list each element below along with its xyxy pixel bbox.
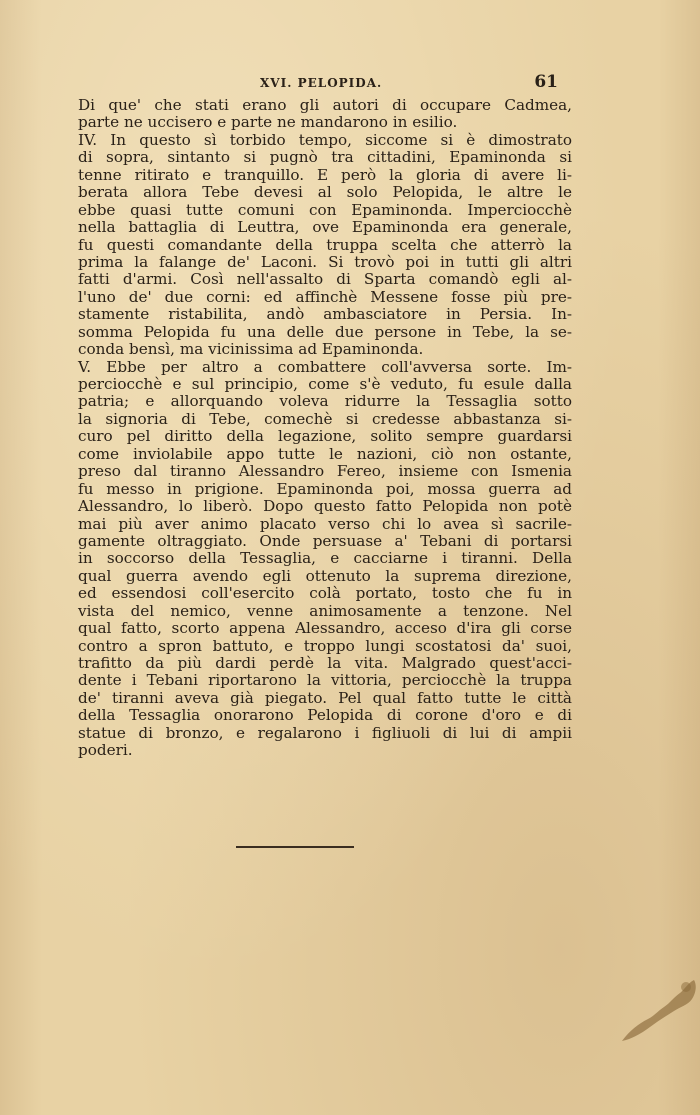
- text-line: tenne ritirato e tranquillo. E però la gloria di avere li-: [78, 165, 572, 184]
- text-line: Alessandro, lo liberò. Dopo questo fatto Pelopida non potè: [78, 497, 572, 516]
- text-line: dente i Tebani riportarono la vittoria, perciocchè la truppa: [78, 671, 572, 690]
- text-line: qual fatto, scorto appena Alessandro, acceso d'ira gli corse: [78, 619, 572, 638]
- text-line: patria; e allorquando voleva ridurre la Tessaglia sotto: [78, 392, 572, 411]
- text-line: ed essendosi coll'esercito colà portato, tosto che fu in: [78, 584, 572, 603]
- text-line: di sopra, sintanto si pugnò tra cittadini, Epaminonda si: [78, 148, 572, 167]
- text-line: statue di bronzo, e regalarono i figliuoli di lui di ampii: [78, 723, 572, 742]
- text-line: Di que' che stati erano gli autori di occupare Cadmea,: [78, 96, 572, 114]
- text-line: nella battaglia di Leuttra, ove Epaminonda era generale,: [78, 218, 572, 237]
- text-line: ebbe quasi tutte comuni con Epaminonda. Imperciocchè: [78, 200, 572, 219]
- page-number: 61: [534, 72, 558, 92]
- paragraph-v-start: V. Ebbe per altro a combattere coll'avversa sorte. Im-: [78, 357, 572, 376]
- text-line: conda bensì, ma vicinissima ad Epaminonda.: [78, 340, 424, 359]
- text-line: fu messo in prigione. Epaminonda poi, mossa guerra ad: [78, 479, 572, 498]
- text-line: qual guerra avendo egli ottenuto la suprema direzione,: [78, 566, 572, 585]
- section-divider-rule: [236, 846, 354, 848]
- text-line: curo pel diritto della legazione, solito sempre guardarsi: [78, 427, 572, 446]
- page-header: [78, 74, 558, 94]
- text-line: fu questi comandante della truppa scelta che atterrò la: [78, 235, 572, 254]
- text-line: come inviolabile appo tutte le nazioni, ciò non ostante,: [78, 444, 572, 463]
- text-line: la signoria di Tebe, comechè si credesse abbastanza si-: [78, 409, 572, 428]
- text-line: gamente oltraggiato. Onde persuase a' Tebani di portarsi: [78, 531, 572, 550]
- text-line: somma Pelopida fu una delle due persone in Tebe, la se-: [78, 322, 572, 341]
- text-line: prima la falange de' Laconi. Si trovò poi in tutti gli altri: [78, 252, 572, 271]
- text-line: mai più aver animo placato verso chi lo avea sì sacrile-: [78, 514, 572, 533]
- text-line: de' tiranni aveva già piegato. Pel qual fatto tutte le città: [78, 688, 572, 707]
- text-line: contro a spron battuto, e troppo lungi scostatosi da' suoi,: [78, 636, 572, 655]
- text-line: berata allora Tebe devesi al solo Pelopida, le altre le: [78, 183, 572, 202]
- text-line: in soccorso della Tessaglia, e cacciarne i tiranni. Della: [78, 549, 572, 568]
- text-line: stamente ristabilita, andò ambasciatore in Persia. In-: [78, 305, 572, 324]
- text-line: della Tessaglia onorarono Pelopida di corone d'oro e di: [78, 706, 572, 725]
- text-line: trafitto da più dardi perdè la vita. Malgrado quest'acci-: [78, 654, 572, 672]
- text-line: preso dal tiranno Alessandro Fereo, insieme con Ismenia: [78, 462, 572, 481]
- body-text: [78, 97, 572, 760]
- text-line: l'uno de' due corni: ed affinchè Messene fosse più pre-: [78, 287, 572, 306]
- text-line: vista del nemico, venne animosamente a tenzone. Nel: [78, 601, 572, 620]
- text-line: poderi.: [78, 741, 133, 760]
- text-line: fatti d'armi. Così nell'assalto di Sparta comandò egli al-: [78, 270, 572, 289]
- text-line: parte ne uccisero e parte ne mandarono in esilio.: [78, 113, 458, 132]
- running-head: XVI. PELOPIDA.: [260, 76, 383, 90]
- text-line: perciocchè e sul principio, come s'è veduto, fu esule dalla: [78, 375, 572, 393]
- paragraph-iv-start: IV. In questo sì torbido tempo, siccome si è dimostrato: [78, 130, 572, 149]
- ink-stain: [614, 975, 699, 1045]
